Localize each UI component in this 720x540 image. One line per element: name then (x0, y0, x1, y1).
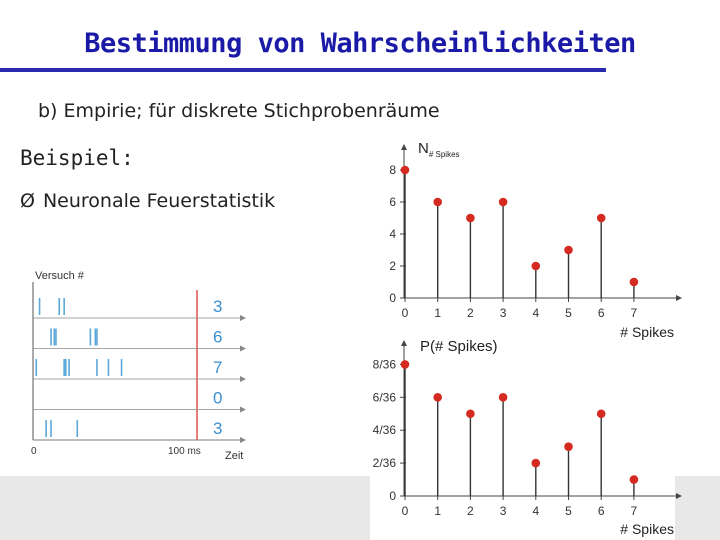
stem-x-tick-label: 4 (532, 306, 540, 320)
bullet-arrow-icon: Ø (20, 190, 35, 212)
stem-x-tick-label: 3 (499, 306, 507, 320)
slide-subtitle: b) Empirie; für diskrete Stichprobenräume (38, 100, 440, 122)
stem-x-tick-label: 5 (565, 306, 572, 320)
raster-trial-count: 0 (213, 388, 223, 408)
raster-trial-count: 6 (213, 327, 223, 347)
raster-trial-count: 7 (213, 358, 223, 377)
stem-y-tick-label: 2 (389, 259, 396, 273)
stem-y-tick-label: 0 (389, 291, 396, 305)
stem-marker (401, 360, 410, 369)
stem-x-tick-label: 7 (630, 306, 638, 320)
stem-x-tick-label: 0 (401, 306, 409, 320)
stem-y-tick-label: 6 (389, 195, 396, 209)
bullet-text: Neuronale Feuerstatistik (42, 190, 276, 212)
stem-x-tick-label: 7 (630, 504, 638, 518)
stem-y-tick-label: 4/36 (372, 423, 396, 438)
raster-ylabel: Versuch # (35, 270, 84, 282)
stem-marker (466, 409, 475, 418)
stem-y-tick-label: 4 (389, 227, 396, 241)
stem-x-tick-label: 6 (597, 504, 605, 518)
stem-x-tick-label: 5 (565, 504, 572, 518)
stem-x-tick-label: 2 (467, 306, 474, 320)
stem-marker (597, 409, 606, 418)
stem-x-tick-label: 4 (532, 504, 540, 518)
stem-marker (630, 475, 639, 484)
raster-trial-count: 3 (213, 419, 223, 438)
arrow-right-icon (676, 493, 682, 499)
slide-title: Bestimmung von Wahrscheinlichkeiten (84, 28, 636, 59)
raster-trial-count: 3 (213, 297, 223, 316)
stem-y-tick-label: 0 (389, 489, 396, 503)
stem-title-main: N (418, 140, 429, 157)
stem-y-tick-label: 2/36 (372, 456, 396, 471)
stem-x-tick-label: 2 (467, 504, 474, 518)
raster-x-tick-label: 0 (31, 446, 37, 457)
example-label: Beispiel: (20, 146, 134, 170)
stem-title: P(# Spikes) (420, 338, 498, 355)
stem-title-subscript: # Spikes (428, 150, 460, 159)
stem-x-tick-label: 0 (401, 504, 409, 518)
stem-marker (564, 442, 573, 451)
stem-marker (499, 393, 508, 402)
stem-x-tick-label: 1 (434, 504, 442, 518)
stem-xlabel: # Spikes (620, 521, 674, 537)
raster-x-tick-label: 100 ms (168, 446, 201, 457)
stem-x-tick-label: 1 (434, 306, 442, 320)
raster-xlabel: Zeit (225, 450, 244, 462)
stem-y-tick-label: 6/36 (372, 390, 396, 405)
stem-x-tick-label: 6 (597, 306, 605, 320)
arrow-up-icon (401, 340, 407, 346)
stem-marker (532, 459, 541, 468)
stem-marker (433, 393, 442, 402)
stem-xlabel: # Spikes (620, 324, 674, 340)
stem-y-tick-label: 8 (389, 163, 396, 177)
stem-x-tick-label: 3 (499, 504, 507, 518)
stem-y-tick-label: 8/36 (372, 357, 396, 372)
